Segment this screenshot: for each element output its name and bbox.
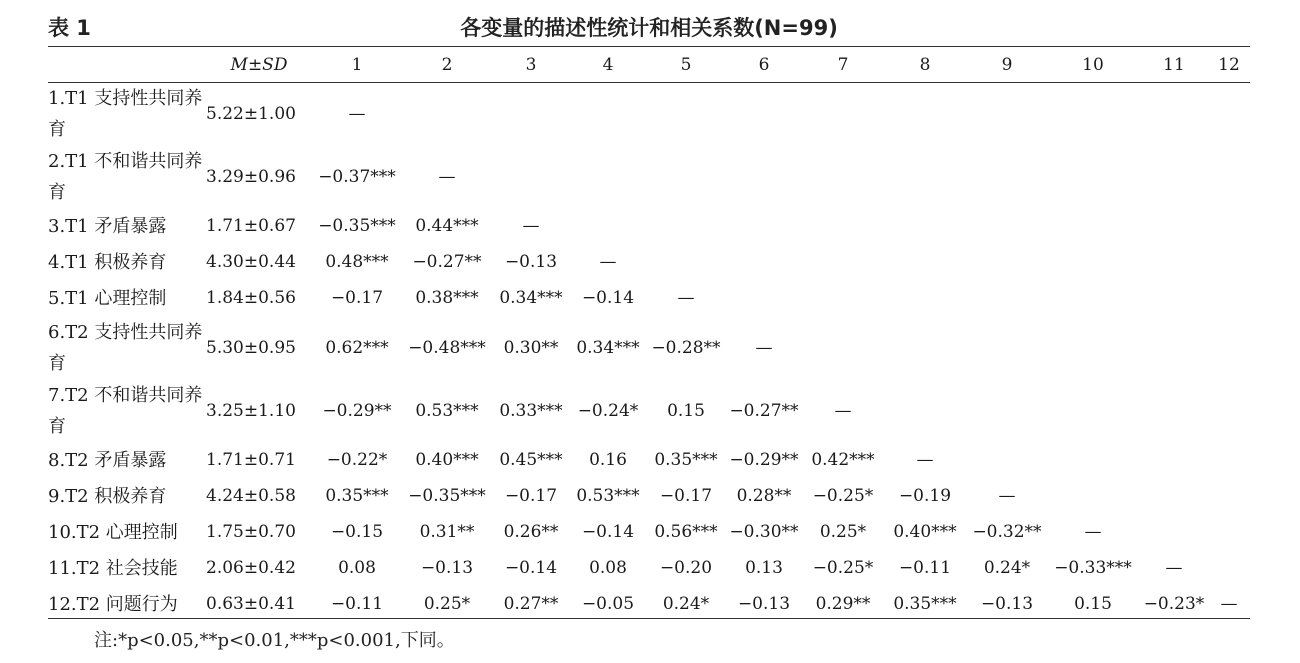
correlation-cell [568, 145, 648, 208]
correlation-cell: −0.14 [504, 558, 558, 578]
column-header-5: 5 [680, 55, 692, 75]
column-header-variable [48, 48, 204, 82]
top-rule [48, 46, 1250, 47]
correlation-cell: −0.20 [659, 558, 713, 578]
correlation-cell: −0.05 [581, 594, 635, 614]
column-header-6: 6 [758, 55, 770, 75]
column-header-2: 2 [441, 55, 453, 75]
correlation-cell [882, 280, 968, 316]
correlation-cell: 0.35*** [325, 486, 389, 506]
mean-sd-cell: 4.24±0.58 [206, 486, 296, 506]
correlation-cell [724, 82, 804, 145]
correlation-cell: 0.30** [503, 337, 559, 358]
correlation-cell: 0.15 [1074, 594, 1112, 614]
correlation-cell [1140, 379, 1208, 442]
correlation-cell [882, 208, 968, 244]
correlation-cell: — [998, 486, 1016, 506]
correlation-cell [1046, 244, 1140, 280]
correlation-cell [1208, 280, 1250, 316]
correlation-cell: 0.35*** [654, 450, 718, 470]
correlation-cell: 0.25* [819, 522, 867, 542]
correlation-cell [648, 244, 724, 280]
variable-name: 2.T1 不和谐共同养育 [48, 150, 203, 203]
table-header [48, 8, 1250, 42]
correlation-cell: −0.35*** [318, 216, 396, 236]
correlation-cell [1140, 478, 1208, 514]
mean-sd-cell: 4.30±0.44 [206, 252, 296, 272]
correlation-cell: −0.29** [729, 450, 799, 470]
correlation-cell: 0.38*** [415, 288, 479, 308]
correlation-cell [1140, 82, 1208, 145]
variable-name: 1.T1 支持性共同养育 [48, 87, 203, 140]
correlation-cell: 0.29** [815, 594, 871, 614]
correlation-cell [1208, 145, 1250, 208]
correlation-cell [968, 316, 1046, 379]
correlation-cell [1208, 379, 1250, 442]
correlation-cell [494, 82, 568, 145]
table-body [48, 82, 1250, 622]
mean-sd-cell: 1.71±0.71 [206, 450, 296, 470]
table-row [48, 208, 1250, 244]
correlation-cell [1208, 82, 1250, 145]
correlation-cell [882, 244, 968, 280]
correlation-cell [1046, 478, 1140, 514]
correlation-cell: −0.13 [504, 252, 558, 272]
correlation-cell: −0.28** [651, 337, 721, 358]
column-header-msd: M±SD [230, 55, 288, 75]
variable-name: 4.T1 积极养育 [48, 251, 167, 273]
table-row [48, 280, 1250, 316]
correlation-cell [968, 280, 1046, 316]
table-row [48, 586, 1250, 622]
correlation-table [48, 48, 1250, 622]
correlation-cell: −0.27** [412, 252, 482, 272]
mean-sd-cell: 1.71±0.67 [206, 216, 296, 236]
correlation-cell [568, 208, 648, 244]
correlation-cell: −0.14 [581, 522, 635, 542]
correlation-cell [804, 316, 882, 379]
correlation-cell [724, 208, 804, 244]
correlation-cell [882, 82, 968, 145]
mean-sd-cell: 0.63±0.41 [206, 594, 296, 614]
correlation-cell [1046, 82, 1140, 145]
correlation-cell: 0.56*** [654, 522, 718, 542]
correlation-cell [1046, 280, 1140, 316]
correlation-cell: 0.26** [503, 522, 559, 542]
column-header-12: 12 [1218, 55, 1240, 75]
column-header-10: 10 [1082, 55, 1104, 75]
correlation-cell [1140, 442, 1208, 478]
correlation-cell: −0.22* [326, 450, 388, 470]
correlation-cell [400, 82, 494, 145]
correlation-cell: −0.17 [504, 486, 558, 506]
correlation-cell [1140, 514, 1208, 550]
correlation-cell: 0.16 [589, 450, 627, 470]
correlation-cell [1208, 478, 1250, 514]
correlation-cell: −0.24* [577, 400, 639, 421]
correlation-cell [968, 442, 1046, 478]
correlation-cell: 0.53*** [576, 486, 640, 506]
correlation-cell: −0.30** [729, 522, 799, 542]
correlation-cell: 0.48*** [325, 252, 389, 272]
correlation-cell [1046, 442, 1140, 478]
correlation-cell [1140, 244, 1208, 280]
correlation-cell: 0.08 [589, 558, 627, 578]
correlation-cell: 0.28** [736, 486, 792, 506]
correlation-cell: −0.48*** [408, 337, 486, 358]
column-header-11: 11 [1163, 55, 1185, 75]
correlation-cell: 0.40*** [893, 522, 957, 542]
correlation-cell [968, 208, 1046, 244]
correlation-cell [804, 145, 882, 208]
correlation-cell: −0.17 [330, 288, 384, 308]
correlation-cell [882, 316, 968, 379]
correlation-cell: −0.35*** [408, 486, 486, 506]
correlation-cell: 0.24* [983, 558, 1031, 578]
column-header-1: 1 [351, 55, 363, 75]
correlation-cell [648, 208, 724, 244]
correlation-cell: −0.14 [581, 288, 635, 308]
table-title: 各变量的描述性统计和相关系数(N=99) [460, 16, 838, 40]
variable-name: 3.T1 矛盾暴露 [48, 215, 167, 237]
correlation-cell [1208, 208, 1250, 244]
column-header-3: 3 [525, 55, 537, 75]
correlation-cell [1140, 145, 1208, 208]
correlation-cell [1046, 379, 1140, 442]
correlation-cell: 0.34*** [499, 288, 563, 308]
variable-name: 11.T2 社会技能 [48, 557, 178, 579]
variable-name: 12.T2 问题行为 [48, 593, 178, 615]
correlation-cell [724, 145, 804, 208]
variable-name: 7.T2 不和谐共同养育 [48, 384, 203, 437]
correlation-cell: −0.13 [420, 558, 474, 578]
correlation-cell: −0.11 [898, 558, 952, 578]
correlation-cell: — [348, 103, 366, 124]
correlation-cell [1046, 208, 1140, 244]
mean-sd-cell: 5.30±0.95 [206, 337, 296, 358]
correlation-cell: −0.32** [972, 522, 1042, 542]
correlation-cell [648, 82, 724, 145]
correlation-cell [1208, 514, 1250, 550]
correlation-cell [882, 145, 968, 208]
table-row [48, 442, 1250, 478]
correlation-cell: 0.44*** [415, 216, 479, 236]
correlation-cell: 0.27** [503, 594, 559, 614]
correlation-cell: 0.25* [423, 594, 471, 614]
correlation-cell: −0.37*** [318, 166, 396, 187]
correlation-cell: 0.33*** [499, 400, 563, 421]
correlation-cell: — [1220, 594, 1238, 614]
table-row [48, 244, 1250, 280]
correlation-cell: −0.15 [330, 522, 384, 542]
correlation-cell: −0.17 [659, 486, 713, 506]
table-label: 表 1 [48, 16, 91, 40]
correlation-cell: 0.40*** [415, 450, 479, 470]
mean-sd-cell: 1.75±0.70 [206, 522, 296, 542]
correlation-cell: 0.08 [338, 558, 376, 578]
variable-name: 5.T1 心理控制 [48, 287, 167, 309]
correlation-cell [804, 244, 882, 280]
column-header-row [48, 48, 1250, 82]
correlation-cell [1046, 145, 1140, 208]
table-row [48, 379, 1250, 442]
correlation-cell: 0.42*** [811, 450, 875, 470]
correlation-cell [968, 82, 1046, 145]
table-row [48, 550, 1250, 586]
correlation-cell [968, 145, 1046, 208]
correlation-cell: −0.29** [322, 400, 392, 421]
correlation-cell [724, 244, 804, 280]
correlation-cell: −0.11 [330, 594, 384, 614]
variable-name: 8.T2 矛盾暴露 [48, 449, 167, 471]
correlation-cell [1208, 316, 1250, 379]
correlation-cell: −0.13 [737, 594, 791, 614]
correlation-cell: −0.19 [898, 486, 952, 506]
correlation-cell [1208, 244, 1250, 280]
correlation-cell: 0.34*** [576, 337, 640, 358]
correlation-cell [968, 244, 1046, 280]
correlation-cell: −0.27** [729, 400, 799, 421]
correlation-cell [1140, 316, 1208, 379]
table-row [48, 82, 1250, 145]
correlation-cell: — [834, 400, 852, 421]
correlation-cell: 0.35*** [893, 594, 957, 614]
mean-sd-cell: 3.29±0.96 [206, 166, 296, 187]
correlation-cell [724, 280, 804, 316]
correlation-cell [1208, 550, 1250, 586]
correlation-cell: — [438, 166, 456, 187]
table-note: 注:*p<0.05,**p<0.01,***p<0.001,下同。 [94, 630, 455, 651]
correlation-cell: — [916, 450, 934, 470]
table-row [48, 145, 1250, 208]
correlation-cell: 0.45*** [499, 450, 563, 470]
table-row [48, 316, 1250, 379]
mean-sd-cell: 2.06±0.42 [206, 558, 296, 578]
correlation-cell: — [599, 252, 617, 272]
correlation-cell: 0.31** [419, 522, 475, 542]
correlation-cell: −0.23* [1143, 594, 1205, 614]
correlation-cell: — [677, 288, 695, 308]
correlation-cell: — [755, 337, 773, 358]
correlation-cell [1140, 208, 1208, 244]
correlation-cell: — [522, 216, 540, 236]
mean-sd-cell: 5.22±1.00 [206, 103, 296, 124]
column-header-8: 8 [919, 55, 931, 75]
correlation-cell: 0.15 [667, 400, 705, 421]
correlation-cell [1140, 280, 1208, 316]
correlation-cell: 0.62*** [325, 337, 389, 358]
correlation-cell [648, 145, 724, 208]
correlation-cell: −0.13 [980, 594, 1034, 614]
correlation-cell [804, 82, 882, 145]
mean-sd-cell: 1.84±0.56 [206, 288, 296, 308]
table-row [48, 514, 1250, 550]
correlation-cell [1208, 442, 1250, 478]
correlation-cell [804, 208, 882, 244]
correlation-cell: 0.53*** [415, 400, 479, 421]
correlation-cell: −0.25* [812, 558, 874, 578]
variable-name: 10.T2 心理控制 [48, 521, 178, 543]
column-header-7: 7 [837, 55, 849, 75]
correlation-cell: 0.13 [745, 558, 783, 578]
correlation-cell [968, 379, 1046, 442]
variable-name: 6.T2 支持性共同养育 [48, 321, 203, 374]
correlation-cell [882, 379, 968, 442]
column-header-9: 9 [1001, 55, 1013, 75]
variable-name: 9.T2 积极养育 [48, 485, 167, 507]
correlation-cell [494, 145, 568, 208]
correlation-cell [1046, 316, 1140, 379]
correlation-cell: −0.33*** [1054, 558, 1132, 578]
correlation-cell: — [1084, 522, 1102, 542]
column-header-4: 4 [602, 55, 614, 75]
table-row [48, 478, 1250, 514]
correlation-cell [804, 280, 882, 316]
correlation-cell: 0.24* [662, 594, 710, 614]
correlation-cell: −0.25* [812, 486, 874, 506]
correlation-cell: — [1165, 558, 1183, 578]
mean-sd-cell: 3.25±1.10 [206, 400, 296, 421]
correlation-cell [568, 82, 648, 145]
